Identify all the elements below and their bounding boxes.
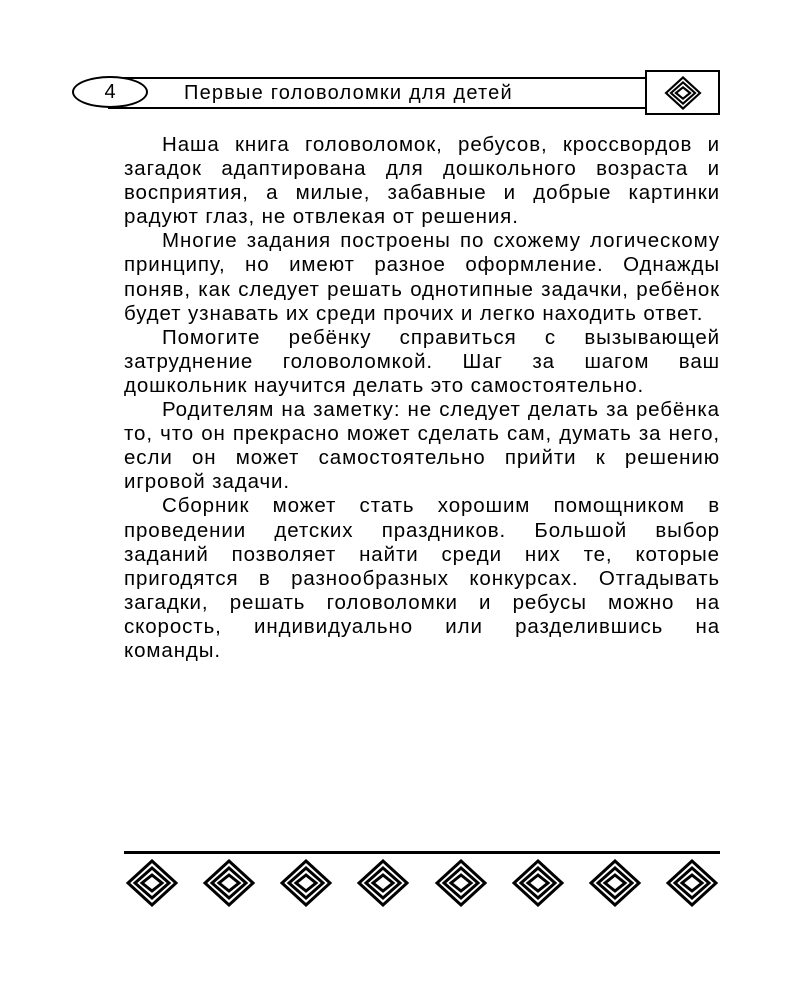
footer-divider <box>124 851 720 854</box>
header-rule-bottom <box>108 107 645 109</box>
diamond-ornament-icon <box>278 859 334 907</box>
diamond-ornament-icon <box>664 859 720 907</box>
running-title: Первые головоломки для детей <box>184 82 513 104</box>
paragraph: Наша книга головоломок, ребусов, кроссвордов и загадок адаптирована для дошкольного возраста и восприятия, а милые, забавные и добрые картинки радуют глаз, не отвлекая от решения. <box>124 133 720 229</box>
page-number: 4 <box>72 76 148 108</box>
diamond-ornament-icon <box>355 859 411 907</box>
diamond-ornament-icon <box>124 859 180 907</box>
header-rule-top <box>108 77 645 79</box>
footer-ornament-row <box>124 858 720 908</box>
paragraph: Многие задания построены по схожему логическому принципу, но имеют разное оформление. Однажды поняв, как следует решать однотипные задачки, ребёнок будет узнавать их среди прочих и легко находить ответ. <box>124 229 720 325</box>
diamond-ornament-icon <box>662 76 704 110</box>
diamond-ornament-icon <box>201 859 257 907</box>
diamond-ornament-icon <box>433 859 489 907</box>
paragraph: Родителям на заметку: не следует делать за ребёнка то, что он прекрасно может сделать сам, думать за него, если он может самостоятельно прийти к решению игровой задачи. <box>124 398 720 494</box>
header-emblem <box>645 70 720 115</box>
body-text <box>124 133 720 663</box>
paragraph: Сборник может стать хорошим помощником в проведении детских праздников. Большой выбор заданий позволяет найти среди них те, которые пригодятся в разнообразных конкурсах. Отгадывать загадки, решать головоломки и ребусы можно на скорость, индивидуально или разделившись на команды. <box>124 494 720 662</box>
diamond-ornament-icon <box>587 859 643 907</box>
paragraph: Помогите ребёнку справиться с вызывающей затруднение головоломкой. Шаг за шагом ваш дошкольник научится делать это самостоятельно. <box>124 325 720 397</box>
running-header <box>72 70 720 116</box>
diamond-ornament-icon <box>510 859 566 907</box>
